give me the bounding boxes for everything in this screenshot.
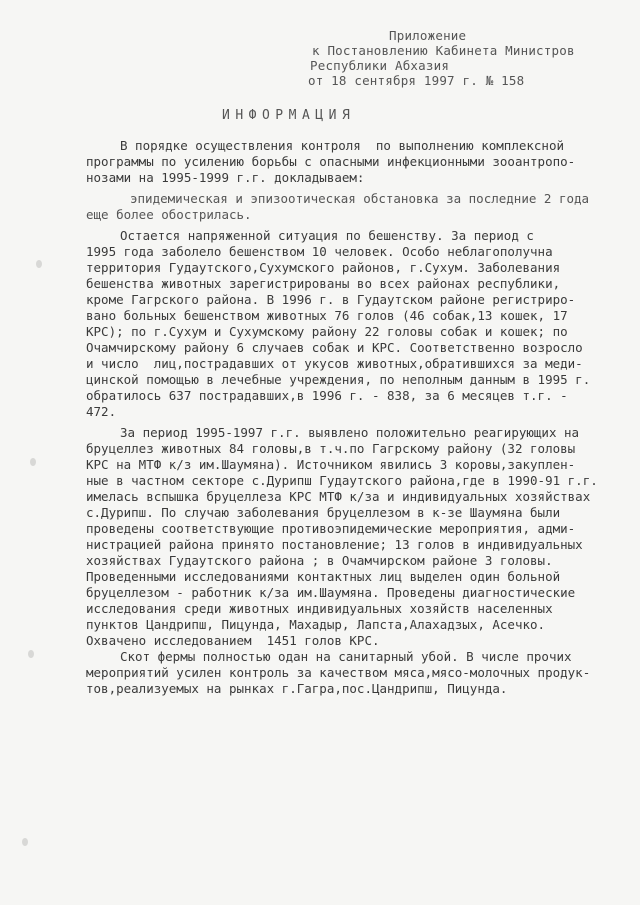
body-line: исследования среди животных индивидуальных хозяйств населенных [86, 601, 553, 616]
paper-smudge [22, 838, 28, 846]
document-body [86, 138, 640, 697]
body-line: с.Дурипш. По случаю заболевания бруцеллезом в к-зе Шаумяна были [86, 505, 561, 520]
document-header [290, 28, 575, 88]
body-line: проведены соответствующие противоэпидемические мероприятия, адми- [86, 521, 576, 536]
body-line: Охвачено исследованием 1451 голов КРС. [86, 633, 380, 648]
body-line: территория Гудаутского,Сухумского районов, г.Сухум. Заболевания [86, 260, 561, 275]
body-line: пунктов Цандрипш, Пицунда, Махадыр, Лапста,Алахадзых, Асечко. [86, 617, 546, 632]
body-line: имелась вспышка бруцеллеза КРС МТФ к/за и индивидуальных хозяйствах [86, 489, 591, 504]
body-line: ные в частном секторе с.Дурипш Гудаутского района,где в 1990-91 г.г. [86, 473, 598, 488]
body-line: мероприятий усилен контроль за качеством мяса,мясо-молочных продук- [86, 665, 591, 680]
body-line: 472. [86, 404, 117, 419]
body-line: 1995 года заболело бешенством 10 человек. Особо неблагополучна [86, 244, 553, 259]
body-line: нозами на 1995-1999 г.г. докладываем: [86, 170, 365, 185]
body-line: хозяйствах Гудаутского района ; в Очамчирском районе 3 головы. [86, 553, 553, 568]
paper-smudge [36, 260, 42, 268]
body-line: кроме Гагрского района. В 1996 г. в Гудаутском районе регистриро- [86, 292, 576, 307]
body-line: Скот фермы полностью одан на санитарный убой. В числе прочих [120, 649, 572, 664]
header-republic-line: Республики Абхазия [310, 58, 450, 73]
body-line: программы по усилению борьбы с опасными инфекционными зооантропо- [86, 154, 576, 169]
body-line: Остается напряженной ситуация по бешенству. За период с [120, 228, 534, 243]
header-decree-line: к Постановлению Кабинета Министров [312, 43, 575, 58]
document-title: ИНФОРМАЦИЯ [222, 108, 356, 123]
body-line: эпидемическая и эпизоотическая обстановка за последние 2 года [130, 191, 590, 206]
body-line: вано больных бешенством животных 76 голов (46 собак,13 кошек, 17 [86, 308, 568, 323]
body-line: нистрацией района принято постановление; 13 голов в индивидуальных [86, 537, 583, 552]
body-line: цинской помощью в лечебные учреждения, по неполным данным в 1995 г. [86, 372, 591, 387]
body-line: Очамчирскому району 6 случаев собак и КРС. Соответственно возросло [86, 340, 583, 355]
body-line: КРС); по г.Сухум и Сухумскому району 22 головы собак и кошек; по [86, 324, 568, 339]
body-line: бруцеллезом - работник к/за им.Шаумяна. Проведены диагностические [86, 585, 576, 600]
header-appendix-label: Приложение [389, 28, 467, 43]
body-line: бешенства животных зарегистрированы во всех районах республики, [86, 276, 561, 291]
body-line: бруцеллез животных 84 головы,в т.ч.по Гагрскому району (32 головы [86, 441, 576, 456]
body-line: и число лиц,пострадавших от укусов животных,обратившихся за меди- [86, 356, 583, 371]
body-line: еще более обострилась. [86, 207, 252, 222]
body-line: За период 1995-1997 г.г. выявлено положительно реагирующих на [120, 425, 580, 440]
body-line: КРС на МТФ к/з им.Шаумяна). Источником явились 3 коровы,закуплен- [86, 457, 576, 472]
paper-smudge [28, 650, 34, 658]
body-line: Проведенными исследованиями контактных лиц выделен один больной [86, 569, 561, 584]
body-line: тов,реализуемых на рынках г.Гагра,пос.Цандрипш, Пицунда. [86, 681, 508, 696]
body-line: обратилось 637 пострадавших,в 1996 г. - 838, за 6 месяцев т.г. - [86, 388, 568, 403]
header-date-line: от 18 сентября 1997 г. № 158 [308, 73, 525, 88]
body-line: В порядке осуществления контроля по выполнению комплексной [120, 138, 565, 153]
paper-smudge [30, 458, 36, 466]
